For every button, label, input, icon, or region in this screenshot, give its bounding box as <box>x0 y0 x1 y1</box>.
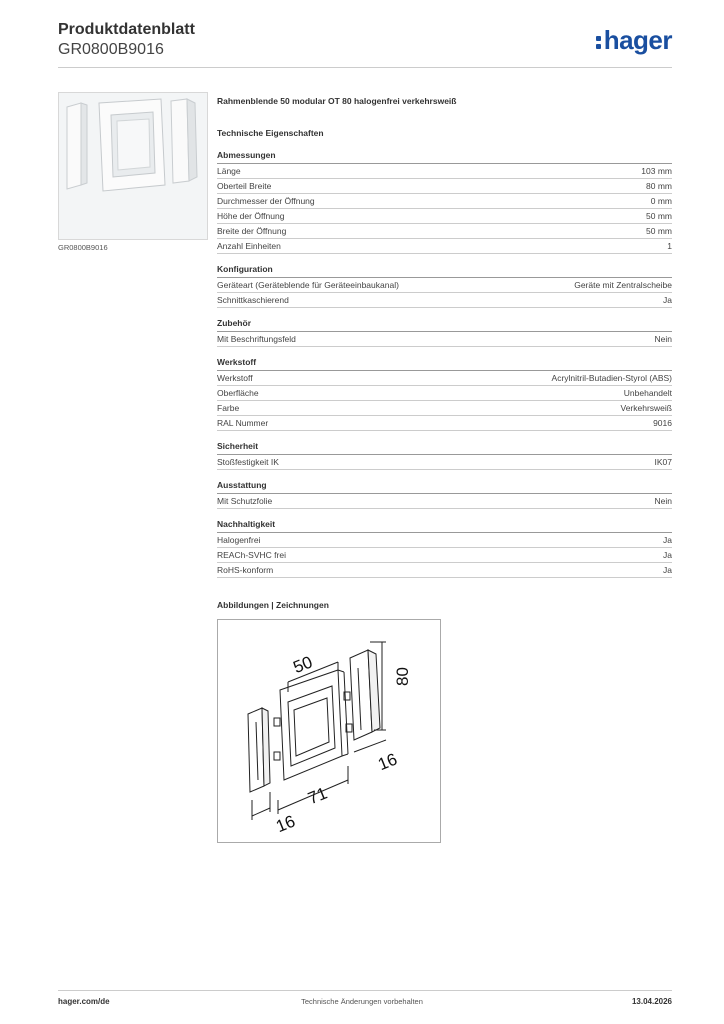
spec-label: Stoßfestigkeit IK <box>217 457 279 467</box>
spec-row <box>217 179 672 194</box>
document-header <box>58 20 195 60</box>
spec-label: Geräteart (Geräteblende für Geräteeinbaukanal) <box>217 280 399 290</box>
spec-label: Oberfläche <box>217 388 259 398</box>
logo-dots-icon <box>596 33 602 52</box>
group-title: Konfiguration <box>217 264 672 278</box>
spec-value: 50 mm <box>646 226 672 236</box>
product-thumbnail <box>58 92 208 240</box>
spec-row <box>217 278 672 293</box>
spec-row <box>217 293 672 308</box>
footer-date: 13.04.2026 <box>631 997 672 1006</box>
spec-value: IK07 <box>654 457 672 467</box>
spec-row <box>217 563 672 578</box>
spec-value: Verkehrsweiß <box>620 403 672 413</box>
product-image-icon <box>59 93 207 239</box>
spec-row <box>217 494 672 509</box>
spec-value: Geräte mit Zentralscheibe <box>574 280 672 290</box>
group-title: Zubehör <box>217 318 672 332</box>
spec-groups <box>217 150 672 578</box>
spec-row <box>217 224 672 239</box>
spec-value: Ja <box>663 295 672 305</box>
footer-divider <box>58 990 672 991</box>
footer-note: Technische Änderungen vorbehalten <box>301 997 423 1006</box>
spec-label: Mit Schutzfolie <box>217 496 273 506</box>
spec-label: Farbe <box>217 403 240 413</box>
footer-website-link[interactable]: hager.com/de <box>58 997 110 1006</box>
spec-row <box>217 209 672 224</box>
spec-value: 103 mm <box>641 166 672 176</box>
spec-value: 9016 <box>653 418 672 428</box>
spec-label: Anzahl Einheiten <box>217 241 281 251</box>
group-title: Sicherheit <box>217 441 672 455</box>
spec-value: 50 mm <box>646 211 672 221</box>
spec-row <box>217 401 672 416</box>
figures-title: Abbildungen | Zeichnungen <box>217 600 329 610</box>
spec-value: Ja <box>663 535 672 545</box>
spec-label: Mit Beschriftungsfeld <box>217 334 296 344</box>
hager-logo <box>596 26 672 54</box>
spec-label: Oberteil Breite <box>217 181 272 191</box>
product-specifications <box>217 96 672 612</box>
spec-row <box>217 548 672 563</box>
document-title: Produktdatenblatt <box>58 21 195 38</box>
dimension-drawing <box>217 619 441 843</box>
spec-row <box>217 371 672 386</box>
spec-label: Schnittkaschierend <box>217 295 289 305</box>
spec-value: Nein <box>654 334 672 344</box>
spec-value: 1 <box>667 241 672 251</box>
spec-label: RAL Nummer <box>217 418 269 428</box>
logo-text: hager <box>603 25 672 55</box>
spec-label: RoHS-konform <box>217 565 274 575</box>
spec-value: Unbehandelt <box>623 388 672 398</box>
header-divider <box>58 67 672 68</box>
spec-value: 0 mm <box>650 196 672 206</box>
spec-row <box>217 239 672 254</box>
group-title: Ausstattung <box>217 480 672 494</box>
spec-value: 80 mm <box>646 181 672 191</box>
spec-value: Ja <box>663 550 672 560</box>
spec-value: Ja <box>663 565 672 575</box>
spec-row <box>217 164 672 179</box>
spec-label: Durchmesser der Öffnung <box>217 196 315 206</box>
spec-label: Breite der Öffnung <box>217 226 287 236</box>
group-title: Werkstoff <box>217 357 672 371</box>
dimension-drawing-svg <box>218 620 440 842</box>
spec-row <box>217 455 672 470</box>
product-name: Rahmenblende 50 modular OT 80 halogenfrei verkehrsweiß <box>217 96 457 106</box>
thumbnail-caption: GR0800B9016 <box>58 243 108 252</box>
group-title: Abmessungen <box>217 150 672 164</box>
spec-value: Acrylnitril-Butadien-Styrol (ABS) <box>551 373 672 383</box>
spec-row <box>217 194 672 209</box>
dim-16-right-label: 16 <box>375 749 400 775</box>
product-code: GR0800B9016 <box>58 41 164 58</box>
dim-71-label: 71 <box>305 783 330 809</box>
spec-row <box>217 533 672 548</box>
spec-label: Halogenfrei <box>217 535 261 545</box>
spec-row <box>217 416 672 431</box>
section-title: Technische Eigenschaften <box>217 128 324 138</box>
dim-80-label: 80 <box>393 667 412 686</box>
dim-50-label: 50 <box>290 652 316 678</box>
spec-label: Höhe der Öffnung <box>217 211 285 221</box>
dim-16-left-label: 16 <box>273 811 298 837</box>
spec-label: Werkstoff <box>217 373 253 383</box>
spec-row <box>217 332 672 347</box>
spec-value: Nein <box>654 496 672 506</box>
spec-label: REACh-SVHC frei <box>217 550 286 560</box>
spec-label: Länge <box>217 166 241 176</box>
group-title: Nachhaltigkeit <box>217 519 672 533</box>
spec-row <box>217 386 672 401</box>
